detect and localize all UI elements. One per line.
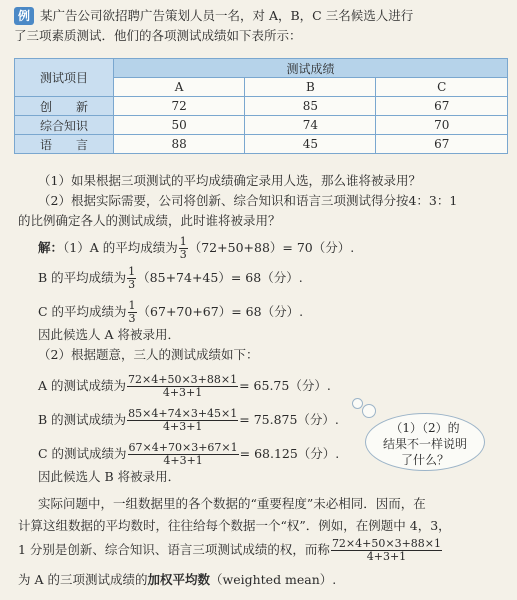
- solution-text: （72+50+88）= 70（分）.: [188, 240, 355, 255]
- example-badge: 例: [14, 7, 34, 25]
- bubble-line-2: 结果不一样说明: [382, 437, 467, 451]
- solution-text: （85+74+45）= 68（分）.: [137, 270, 303, 285]
- example-intro: [14, 6, 508, 46]
- frac-numerator: 85×4+74×3+45×1: [128, 407, 238, 420]
- frac-numerator: 1: [179, 235, 187, 248]
- solution-label: 解：: [38, 240, 64, 255]
- row-label: 综合知识: [15, 116, 114, 135]
- table-cell: 67: [376, 135, 508, 154]
- frac-numerator: 72×4+50×3+88×1: [331, 537, 442, 550]
- closing-line-3: [18, 538, 508, 563]
- closing-text: （weighted mean）.: [210, 572, 337, 587]
- solution-2-intro: （2）根据题意，三人的测试成绩如下：: [38, 347, 259, 362]
- thought-bubble: [365, 413, 485, 471]
- col-header-scores: 测试成绩: [114, 59, 508, 78]
- candidate-a-header: A: [114, 78, 245, 97]
- table-cell: 74: [245, 116, 376, 135]
- table-row: [15, 97, 508, 116]
- closing-text: 1 分别是创新、综合知识、语言三项测试成绩的权，而称: [18, 542, 330, 557]
- solution-text: C 的测试成绩为: [38, 446, 127, 461]
- solution-1-conclusion: 因此候选人 A 将被录用．: [38, 327, 180, 342]
- fraction: [331, 538, 442, 563]
- solution-1b: [38, 266, 517, 291]
- closing-line-2: 计算这组数据的平均数时，往往给每个数据一个“权”．例如，在例题中 4，3，: [18, 518, 451, 533]
- fraction: [179, 236, 188, 261]
- question-1: （1）如果根据三项测试的平均成绩确定录用人选，那么谁将被录用？: [38, 173, 421, 188]
- fraction: [127, 374, 238, 399]
- bubble-line-1: （1）（2）的: [390, 421, 460, 435]
- scores-table: [14, 58, 508, 154]
- solution-text: （67+70+67）= 68（分）.: [137, 304, 304, 319]
- frac-denominator: 3: [128, 312, 136, 325]
- table-row: [15, 116, 508, 135]
- table-cell: 67: [376, 97, 508, 116]
- solution-text: A 的测试成绩为: [38, 378, 127, 393]
- closing-line-1: 实际问题中，一组数据里的各个数据的“重要程度”未必相同．因而，在: [38, 496, 426, 511]
- candidate-b-header: B: [245, 78, 376, 97]
- solution-text: （1）A 的平均成绩为: [63, 240, 178, 255]
- solution-text: = 65.75（分）.: [239, 378, 331, 393]
- row-label: 创 新: [15, 97, 114, 116]
- table-cell: 88: [114, 135, 245, 154]
- frac-denominator: 4+3+1: [162, 420, 203, 433]
- frac-denominator: 4+3+1: [163, 454, 203, 467]
- intro-line-1: 某广告公司欲招聘广告策划人员一名，对 A，B，C 三名候选人进行: [40, 8, 414, 23]
- fraction: [128, 442, 239, 467]
- frac-denominator: 4+3+1: [162, 386, 203, 399]
- thought-dot-small: [352, 398, 363, 409]
- solution-text: = 68.125（分）.: [239, 446, 340, 461]
- frac-numerator: 67×4+70×3+67×1: [128, 441, 238, 454]
- solution-text: C 的平均成绩为: [38, 304, 127, 319]
- solution-1a: [38, 236, 517, 261]
- thought-dot-large: [362, 404, 376, 418]
- solution-text: = 75.875（分）.: [239, 412, 339, 427]
- candidate-c-header: C: [376, 78, 508, 97]
- closing-line-4: [18, 570, 508, 590]
- frac-numerator: 1: [128, 299, 136, 312]
- weighted-mean-term: 加权平均数: [147, 572, 210, 587]
- table-cell: 50: [114, 116, 245, 135]
- table-cell: 85: [245, 97, 376, 116]
- solution-text: B 的平均成绩为: [38, 270, 127, 285]
- frac-numerator: 1: [128, 265, 136, 278]
- solution-2-conclusion: 因此候选人 B 将被录用．: [38, 469, 181, 484]
- table-row: [15, 135, 508, 154]
- question-2-line-2: 的比例确定各人的测试成绩，此时谁将被录用？: [18, 213, 281, 228]
- frac-numerator: 72×4+50×3+88×1: [128, 373, 238, 386]
- question-2-line-1: （2）根据实际需要，公司将创新、综合知识和语言三项测试得分按4：3：1: [38, 193, 458, 208]
- col-header-item: 测试项目: [15, 59, 114, 97]
- closing-text: 为 A 的三项测试成绩的: [18, 572, 148, 587]
- fraction: [127, 266, 136, 291]
- intro-line-2: 了三项素质测试．他们的各项测试成绩如下表所示：: [14, 28, 302, 43]
- solution-1c: [38, 300, 517, 325]
- table-cell: 70: [376, 116, 508, 135]
- table-cell: 72: [114, 97, 245, 116]
- frac-denominator: 4+3+1: [366, 550, 407, 563]
- fraction: [127, 408, 238, 433]
- frac-denominator: 3: [179, 248, 187, 261]
- frac-denominator: 3: [128, 278, 136, 291]
- fraction: [128, 300, 137, 325]
- table-cell: 45: [245, 135, 376, 154]
- solution-text: B 的测试成绩为: [38, 412, 127, 427]
- row-label: 语 言: [15, 135, 114, 154]
- bubble-line-3: 了什么？: [400, 453, 449, 467]
- solution-2a: [38, 374, 517, 399]
